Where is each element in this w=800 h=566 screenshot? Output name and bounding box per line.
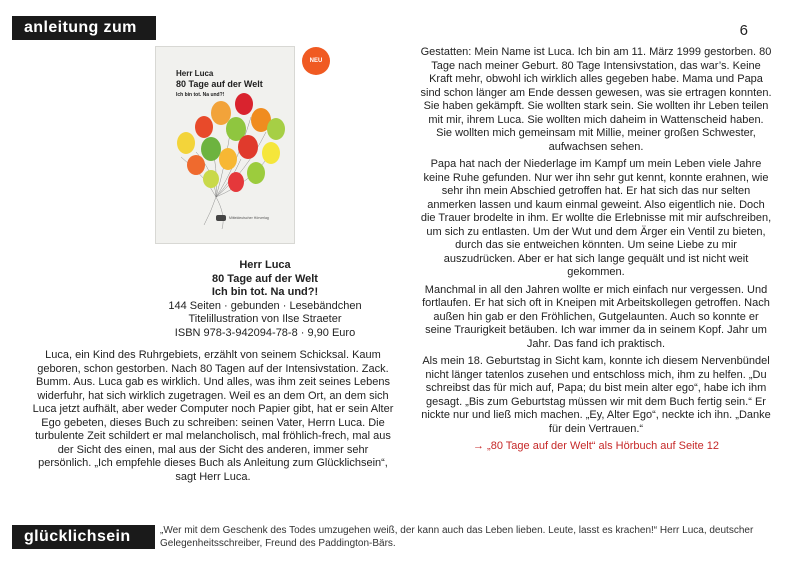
excerpt-paragraph: Als mein 18. Geburtstag in Sicht kam, konnte ich diesem Nervenbündel nicht länger tatenlos zusehen und entschloss mich, ihm zu helfen. „Du schreibst das für mich auf, Papa; du bist mein alter ego“, habe ich ihm gesagt. „Bis zum Geburtstag müssen wir mit dem Buch fertig sein.“ Er nickte nur und ließ mich machen. „Ey, Alter Ego“, neckte ich ihn. „Danke für dein Vertrauen.“	[421, 355, 771, 435]
cover-author: Herr Luca	[176, 69, 214, 78]
book-details: 144 Seiten · gebunden · Lesebändchen	[168, 299, 362, 312]
publisher-logo-icon	[216, 215, 226, 221]
book-summary: Luca, ein Kind des Ruhrgebiets, erzählt von seinem Schicksal. Kaum geboren, schon gestorben. Nach 80 Tagen auf der Intensivstation. Zack. Bumm. Aus. Luca gab es wirklich. Und alles, was ihm zeit seines Lebens widerfuhr, hat sich wirklich zugetragen. Weil es an dem Ort, an dem sich Luca jetzt aufhält, aber weder Computer noch Papier gibt, hat er sein Alter Ego gebeten, dieses Buch zu schreiben: seinen Vater, Herrn Luca. Die turbulente Zeit schildert er mal melancholisch, mal fröhlich-frech, mal aus der Sicht des einen, mal aus der Sicht des anderen, immer sehr persönlich. „Ich empfehle dieses Buch als Anleitung zum Glücklichsein“, sagt Herr Luca.	[32, 349, 394, 483]
audiobook-link[interactable]: → „80 Tage auf der Welt“ als Hörbuch auf Seite 12	[472, 440, 719, 452]
book-illustration-credit: Titelillustration von Ilse Straeter	[188, 313, 342, 325]
cover-subtitle: Ich bin tot. Na und?!	[176, 92, 225, 98]
excerpt-paragraph: Papa hat nach der Niederlage im Kampf um mein Leben viele Jahre keine Ruhe gefunden. Nur wer ihn sehr gut kennt, konnte erahnen, wie sehr ihn mein Abschied getroffen hat. Er hat sich das nur selten anmerken lassen und kaum einmal geweint. Also eigentlich nie. Doch die Trauer brodelte in ihm. Er wollte die Erlebnisse mit mir aufschreiben, um sich zu entlasten. Um der Wut und dem Ärger ein Ventil zu bieten, durch das sie entweichen könnten. Um seine Liebe zu mir auszudrücken. Aber er hat sich lange gequält und ist nicht weit gekommen.	[420, 158, 772, 278]
book-excerpt	[420, 46, 772, 454]
footer-quote: „Wer mit dem Geschenk des Todes umzugehen weiß, der kann auch das Leben lieben. Leute, lasst es krachen!“ Herr Luca, deutscher Gelegenheitsschreiber, Freund des Paddington-Bärs.	[160, 525, 754, 549]
book-cover[interactable]	[155, 46, 295, 244]
book-title: 80 Tage auf der Welt	[212, 272, 318, 285]
cover-title: 80 Tage auf der Welt	[176, 79, 263, 89]
book-isbn-price: ISBN 978-3-942094-78-8 · 9,90 Euro	[174, 326, 356, 339]
excerpt-paragraph: Gestatten: Mein Name ist Luca. Ich bin am 11. März 1999 gestorben. 80 Tage nach meiner Geburt. 80 Tage Intensivstation, das war’s. Keine Kraft mehr, obwohl ich wirklich alles gegeben habe. Mama und Papa sind schon länger am Ende dessen gewesen, was sie ertragen konnten. Sie haben gekämpft. Sie wollten stark sein. Sie wollten ihr Leben teilen mit mir, ihrem Luca. Sie wollten mich daheim in Wattenscheid haben. Sie wollten mich gemeinsam mit Millie, meiner großen Schwester, aufwachsen sehen.	[420, 46, 772, 153]
publisher-logo	[216, 215, 269, 221]
section-tag-bottom: glücklichsein	[12, 525, 155, 549]
book-subtitle: Ich bin tot. Na und?!	[211, 286, 319, 298]
page-number: 6	[739, 22, 748, 39]
section-tag-top: anleitung zum	[12, 16, 156, 40]
book-author: Herr Luca	[239, 259, 291, 271]
book-info	[150, 259, 380, 340]
publisher-name: Mitteldeutscher Hörverlag	[229, 216, 269, 220]
new-badge: NEU	[302, 47, 330, 75]
excerpt-paragraph: Manchmal in all den Jahren wollte er mich einfach nur vergessen. Und fortlaufen. Er hat sich oft in Kneipen mit Arbeitskollegen getroffen. Nach außen hin gab er den Fröhlichen, Gutgelaunten. Auch so konnte er seine Traurigkeit betäuben. Ich war immer da in seinem Kopf. Jahr um Jahr. Das fand ich praktisch.	[422, 283, 770, 350]
